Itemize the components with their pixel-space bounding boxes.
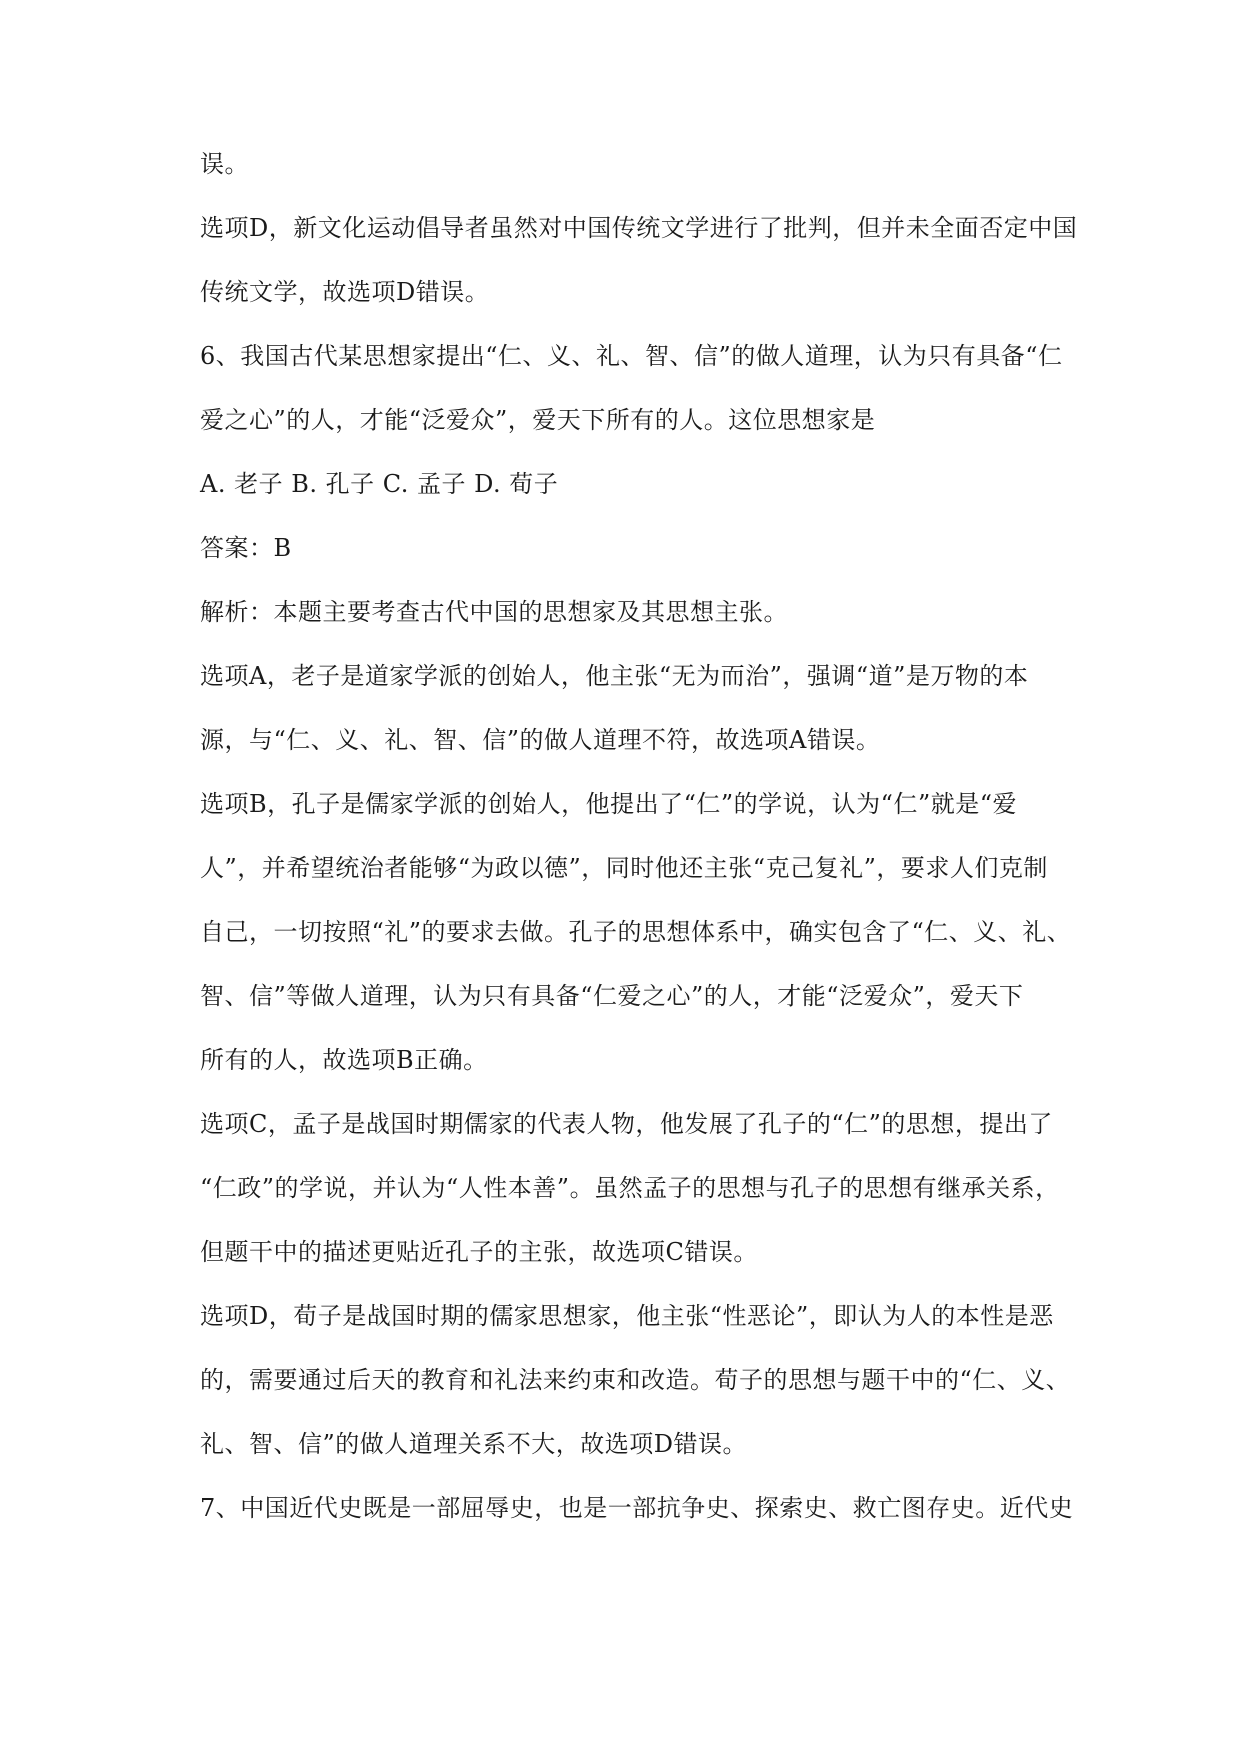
question-6-line: 6、我国古代某思想家提出“仁、义、礼、智、信”的做人道理，认为只有具备“仁 xyxy=(200,342,1063,370)
text-line: “仁政”的学说，并认为“人性本善”。虽然孟子的思想与孔子的思想有继承关系， xyxy=(200,1174,1060,1202)
analysis-line: 解析：本题主要考查古代中国的思想家及其思想主张。 xyxy=(200,598,788,626)
text-line: 的，需要通过后天的教育和礼法来约束和改造。荀子的思想与题干中的“仁、义、 xyxy=(200,1366,1071,1394)
text-line: 选项C，孟子是战国时期儒家的代表人物，他发展了孔子的“仁”的思想，提出了 xyxy=(200,1110,1053,1138)
text-line: 所有的人，故选项B正确。 xyxy=(200,1046,488,1074)
question-7-line: 7、中国近代史既是一部屈辱史，也是一部抗争史、探索史、救亡图存史。近代史 xyxy=(200,1494,1074,1522)
text-line: 误。 xyxy=(200,150,249,178)
question-6-line: 爱之心”的人，才能“泛爱众”，爱天下所有的人。这位思想家是 xyxy=(200,406,876,434)
text-line: 人”，并希望统治者能够“为政以德”，同时他还主张“克己复礼”，要求人们克制 xyxy=(200,854,1048,882)
text-line: 自己，一切按照“礼”的要求去做。孔子的思想体系中，确实包含了“仁、义、礼、 xyxy=(200,918,1072,946)
answer-line: 答案：B xyxy=(200,534,292,562)
text-line: 但题干中的描述更贴近孔子的主张，故选项C错误。 xyxy=(200,1238,758,1266)
text-line: 传统文学，故选项D错误。 xyxy=(200,278,490,306)
text-line: 选项A，老子是道家学派的创始人，他主张“无为而治”，强调“道”是万物的本 xyxy=(200,662,1029,690)
text-line: 礼、智、信”的做人道理关系不大，故选项D错误。 xyxy=(200,1430,748,1458)
text-line: 选项B，孔子是儒家学派的创始人，他提出了“仁”的学说，认为“仁”就是“爱 xyxy=(200,790,1017,818)
text-line: 源，与“仁、义、礼、智、信”的做人道理不符，故选项A错误。 xyxy=(200,726,881,754)
text-line: 智、信”等做人道理，认为只有具备“仁爱之心”的人，才能“泛爱众”，爱天下 xyxy=(200,982,1024,1010)
question-6-options: A. 老子 B. 孔子 C. 孟子 D. 荀子 xyxy=(200,470,559,498)
text-line: 选项D，荀子是战国时期的儒家思想家，他主张“性恶论”，即认为人的本性是恶 xyxy=(200,1302,1054,1330)
text-line: 选项D，新文化运动倡导者虽然对中国传统文学进行了批判，但并未全面否定中国 xyxy=(200,214,1078,242)
